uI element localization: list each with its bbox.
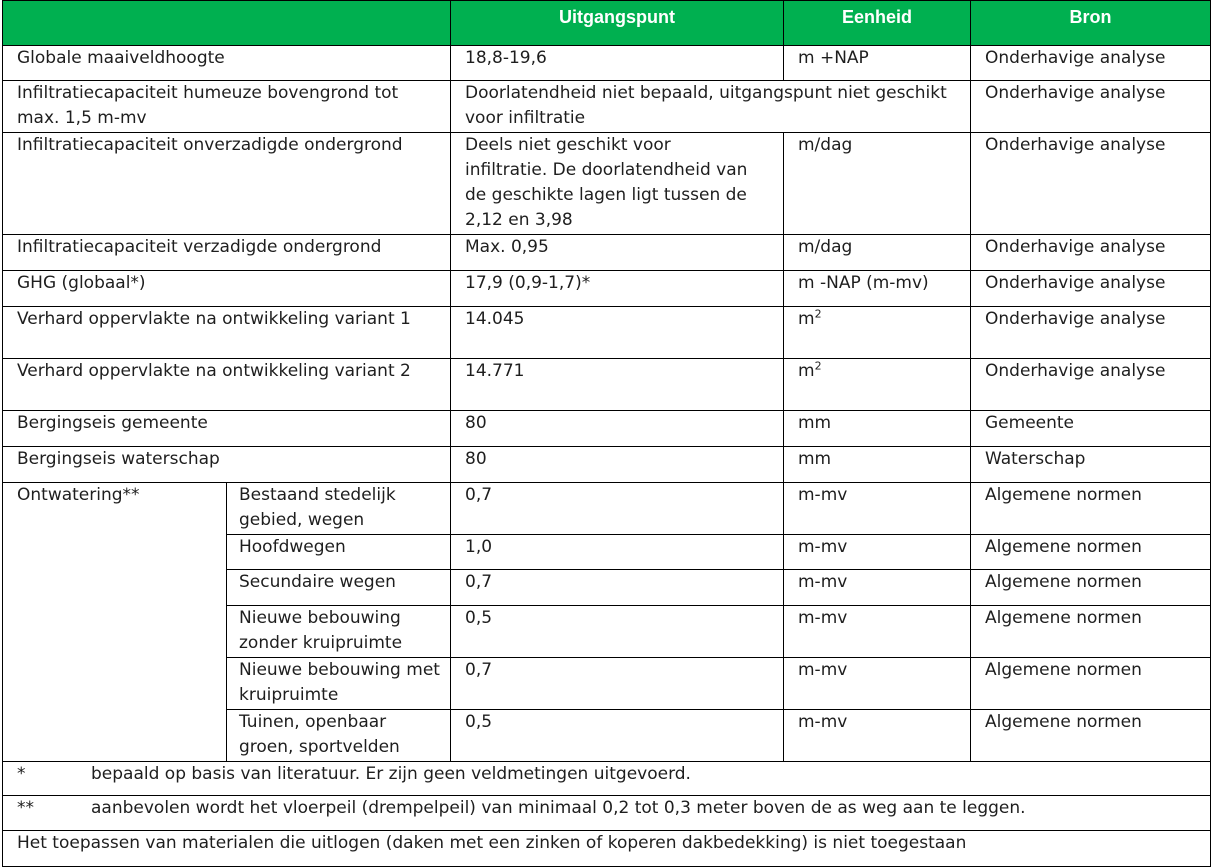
value-cell: 0,5 bbox=[451, 710, 784, 762]
unit-cell: m-mv bbox=[784, 710, 971, 762]
source-cell: Onderhavige analyse bbox=[971, 235, 1211, 271]
value-cell: 14.045 bbox=[451, 307, 784, 359]
table-row bbox=[3, 447, 1211, 483]
source-cell: Onderhavige analyse bbox=[971, 46, 1211, 81]
value-cell: 80 bbox=[451, 447, 784, 483]
unit-cell: m +NAP bbox=[784, 46, 971, 81]
header-bron: Bron bbox=[971, 1, 1211, 46]
drainage-sub-cell: Bestaand stedelijk gebied, wegen bbox=[227, 483, 451, 535]
unit-cell: m-mv bbox=[784, 570, 971, 606]
value-cell: 1,0 bbox=[451, 535, 784, 570]
source-cell: Onderhavige analyse bbox=[971, 359, 1211, 411]
source-cell: Algemene normen bbox=[971, 710, 1211, 762]
unit-cell: mm bbox=[784, 411, 971, 447]
parameters-table bbox=[2, 0, 1211, 867]
footnote-text: aanbevolen wordt het vloerpeil (drempelpeil) van minimaal 0,2 tot 0,3 meter boven de as weg aan te leggen. bbox=[91, 798, 1026, 818]
param-cell: Infiltratiecapaciteit verzadigde ondergrond bbox=[3, 235, 451, 271]
drainage-sub-cell: Nieuwe bebouwing zonder kruipruimte bbox=[227, 606, 451, 658]
source-cell: Algemene normen bbox=[971, 483, 1211, 535]
param-cell: Infiltratiecapaciteit onverzadigde ondergrond bbox=[3, 133, 451, 235]
unit-cell: m-mv bbox=[784, 535, 971, 570]
param-cell: Bergingseis gemeente bbox=[3, 411, 451, 447]
footnote-row bbox=[3, 762, 1211, 796]
source-cell: Waterschap bbox=[971, 447, 1211, 483]
unit-superscript: 2 bbox=[814, 307, 822, 321]
param-cell: Verhard oppervlakte na ontwikkeling variant 2 bbox=[3, 359, 451, 411]
unit-cell: m-mv bbox=[784, 606, 971, 658]
drainage-sub-cell: Tuinen, openbaar groen, sportvelden bbox=[227, 710, 451, 762]
value-cell: Deels niet geschikt voor infiltratie. De doorlatendheid van de geschikte lagen ligt tussen de 2,12 en 3,98 bbox=[451, 133, 784, 235]
value-cell: 80 bbox=[451, 411, 784, 447]
unit-cell: m -NAP (m-mv) bbox=[784, 271, 971, 307]
header-parameter bbox=[3, 1, 451, 46]
table-row bbox=[3, 81, 1211, 133]
param-cell: Globale maaiveldhoogte bbox=[3, 46, 451, 81]
unit-base: m bbox=[798, 309, 815, 329]
table-row bbox=[3, 46, 1211, 81]
source-cell: Algemene normen bbox=[971, 658, 1211, 710]
source-cell: Onderhavige analyse bbox=[971, 271, 1211, 307]
source-cell: Onderhavige analyse bbox=[971, 81, 1211, 133]
drainage-sub-cell: Hoofdwegen bbox=[227, 535, 451, 570]
note-row bbox=[3, 831, 1211, 867]
footnote-cell bbox=[3, 796, 1211, 831]
source-cell: Algemene normen bbox=[971, 606, 1211, 658]
footnote-row bbox=[3, 796, 1211, 831]
table-row bbox=[3, 483, 1211, 535]
footnote-cell bbox=[3, 762, 1211, 796]
value-cell: 14.771 bbox=[451, 359, 784, 411]
value-cell: 18,8-19,6 bbox=[451, 46, 784, 81]
drainage-sub-cell: Nieuwe bebouwing met kruipruimte bbox=[227, 658, 451, 710]
source-cell: Onderhavige analyse bbox=[971, 133, 1211, 235]
table-row bbox=[3, 133, 1211, 235]
unit-cell: m-mv bbox=[784, 658, 971, 710]
value-cell: 0,7 bbox=[451, 483, 784, 535]
table-row bbox=[3, 235, 1211, 271]
param-cell: GHG (globaal*) bbox=[3, 271, 451, 307]
value-cell: Doorlatendheid niet bepaald, uitgangspunt niet geschikt voor infiltratie bbox=[451, 81, 971, 133]
footnote-mark: ** bbox=[17, 798, 34, 818]
param-cell: Bergingseis waterschap bbox=[3, 447, 451, 483]
value-cell: 0,5 bbox=[451, 606, 784, 658]
param-cell: Verhard oppervlakte na ontwikkeling variant 1 bbox=[3, 307, 451, 359]
table-row bbox=[3, 271, 1211, 307]
unit-cell: m-mv bbox=[784, 483, 971, 535]
header-eenheid: Eenheid bbox=[784, 1, 971, 46]
unit-cell: mm bbox=[784, 447, 971, 483]
table-row bbox=[3, 307, 1211, 359]
value-cell: 0,7 bbox=[451, 658, 784, 710]
footnote-text: bepaald op basis van literatuur. Er zijn geen veldmetingen uitgevoerd. bbox=[91, 764, 691, 784]
drainage-sub-cell: Secundaire wegen bbox=[227, 570, 451, 606]
param-cell: Infiltratiecapaciteit humeuze bovengrond tot max. 1,5 m-mv bbox=[3, 81, 451, 133]
table-header-row bbox=[3, 1, 1211, 46]
unit-cell bbox=[784, 307, 971, 359]
source-cell: Gemeente bbox=[971, 411, 1211, 447]
unit-base: m bbox=[798, 361, 815, 381]
source-cell: Onderhavige analyse bbox=[971, 307, 1211, 359]
closing-note: Het toepassen van materialen die uitlogen (daken met een zinken of koperen dakbedekking) is niet toegestaan bbox=[3, 831, 1211, 867]
unit-cell bbox=[784, 359, 971, 411]
source-cell: Algemene normen bbox=[971, 535, 1211, 570]
unit-cell: m/dag bbox=[784, 133, 971, 235]
value-cell: 17,9 (0,9-1,7)* bbox=[451, 271, 784, 307]
drainage-label-cell: Ontwatering** bbox=[3, 483, 227, 762]
table-row bbox=[3, 411, 1211, 447]
footnote-mark: * bbox=[17, 764, 26, 784]
table-row bbox=[3, 359, 1211, 411]
value-cell: Max. 0,95 bbox=[451, 235, 784, 271]
unit-superscript: 2 bbox=[814, 359, 822, 373]
value-cell: 0,7 bbox=[451, 570, 784, 606]
unit-cell: m/dag bbox=[784, 235, 971, 271]
source-cell: Algemene normen bbox=[971, 570, 1211, 606]
header-uitgangspunt: Uitgangspunt bbox=[451, 1, 784, 46]
